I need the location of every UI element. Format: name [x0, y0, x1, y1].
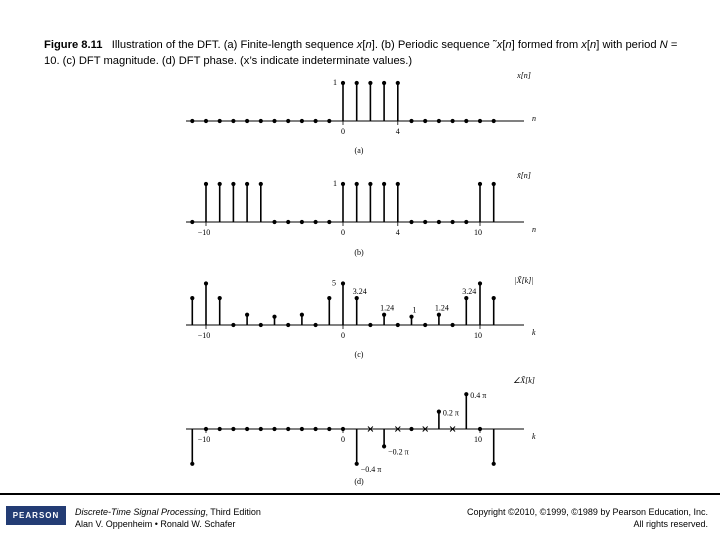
x-axis-variable: n — [532, 114, 536, 123]
zero-point — [259, 119, 263, 123]
y-axis-label: x[n] — [517, 71, 531, 80]
panel-label: (b) — [354, 248, 364, 257]
panel-label: (d) — [354, 477, 364, 486]
caption-text-8: = 10. (c) DFT magnitude. (d) DFT phase. (x’s indicate indeterminate values.) — [44, 39, 678, 67]
y-axis-label: ∠X̃[k] — [513, 376, 535, 385]
caption-n2: n — [505, 39, 512, 51]
zero-point — [259, 323, 263, 327]
y-axis-label: |X̃[k]| — [514, 276, 534, 285]
x-tick-label: 4 — [395, 228, 400, 237]
zero-point — [231, 119, 235, 123]
x-tick-label: 0 — [341, 228, 345, 237]
amplitude-label: 1 — [333, 179, 337, 188]
zero-point — [396, 323, 400, 327]
zero-point — [204, 119, 208, 123]
caption-text-2: [ — [362, 39, 366, 51]
value-label: 5 — [332, 278, 336, 288]
copyright-line-2: All rights reserved. — [633, 519, 708, 529]
caption-x1: x — [356, 39, 363, 51]
stem-point — [259, 182, 263, 186]
stem-point — [492, 296, 496, 300]
stem-point — [218, 296, 222, 300]
amplitude-label: 1 — [333, 78, 337, 87]
caption-n3: n — [590, 39, 597, 51]
value-label: 1.24 — [434, 303, 449, 313]
x-tick-label: 0 — [341, 127, 345, 136]
zero-point — [286, 220, 290, 224]
zero-point — [272, 220, 276, 224]
zero-point — [218, 119, 222, 123]
value-label: −0.2 π — [388, 447, 409, 457]
zero-point — [423, 323, 427, 327]
zero-point — [464, 220, 468, 224]
x-tick-label: 10 — [474, 228, 482, 237]
zero-point — [272, 427, 276, 431]
zero-point — [286, 119, 290, 123]
stem-point — [437, 313, 441, 317]
x-axis-variable: k — [532, 328, 536, 337]
zero-point — [478, 119, 482, 123]
zero-point — [451, 220, 455, 224]
stem-point — [355, 462, 359, 466]
stem-point — [272, 315, 276, 319]
stem-point — [204, 182, 208, 186]
value-label: 3.24 — [462, 287, 477, 297]
stem-point — [218, 182, 222, 186]
stem-point — [355, 81, 359, 85]
zero-point — [190, 220, 194, 224]
zero-point — [314, 427, 318, 431]
zero-point — [286, 323, 290, 327]
x-tick-label: 0 — [341, 435, 345, 444]
stem-point — [464, 392, 468, 396]
value-label: 3.24 — [352, 287, 367, 297]
stem-point — [382, 444, 386, 448]
stem-point — [492, 462, 496, 466]
stem-point — [478, 281, 482, 285]
stem-point — [409, 315, 413, 319]
value-label: 0.2 π — [442, 408, 459, 418]
stem-point — [437, 410, 441, 414]
figure-label: Figure 8.11 — [44, 39, 103, 51]
caption-text-4: [ — [502, 39, 506, 51]
stem-point — [396, 81, 400, 85]
zero-point — [327, 427, 331, 431]
zero-point — [437, 119, 441, 123]
stem-point — [382, 182, 386, 186]
stem-point — [478, 182, 482, 186]
book-authors: Alan V. Oppenheim • Ronald W. Schafer — [75, 519, 236, 529]
zero-point — [409, 220, 413, 224]
zero-point — [409, 427, 413, 431]
zero-point — [423, 220, 427, 224]
zero-point — [437, 220, 441, 224]
y-axis-label: x̃[n] — [517, 171, 531, 180]
stem-point — [492, 182, 496, 186]
caption-text-7: ] with period — [596, 39, 660, 51]
copyright-line-1: Copyright ©2010, ©1999, ©1989 by Pearson Education, Inc. — [466, 507, 708, 517]
zero-point — [423, 119, 427, 123]
x-axis-variable: k — [532, 432, 536, 441]
zero-point — [300, 220, 304, 224]
stem-point — [190, 296, 194, 300]
zero-point — [286, 427, 290, 431]
zero-point — [327, 220, 331, 224]
caption-n1: n — [365, 39, 372, 51]
stem-point — [464, 296, 468, 300]
x-tick-label: 10 — [474, 435, 482, 444]
value-label: 0.4 π — [470, 391, 487, 401]
stem-point — [190, 462, 194, 466]
x-tick-label: 4 — [395, 127, 400, 136]
x-tick-label: −10 — [197, 331, 211, 340]
zero-point — [451, 119, 455, 123]
book-info — [75, 506, 261, 530]
caption-N: N — [659, 39, 668, 51]
x-tick-label: −10 — [197, 435, 211, 444]
stem-point — [382, 81, 386, 85]
book-title: Discrete-Time Signal Processing — [75, 507, 206, 517]
x-tick-label: −10 — [197, 228, 211, 237]
stem-point — [341, 81, 345, 85]
caption-x3: x — [581, 39, 587, 51]
book-edition: , Third Edition — [205, 507, 261, 517]
caption-x2: x — [496, 39, 503, 51]
caption-text-1: Illustration of the DFT. (a) Finite-length sequence — [111, 39, 357, 51]
zero-point — [492, 119, 496, 123]
x-tick-label: 10 — [474, 331, 482, 340]
x-tick-label: 0 — [341, 331, 345, 340]
stem-point — [245, 313, 249, 317]
panel-label: (a) — [354, 146, 364, 155]
zero-point — [231, 323, 235, 327]
stem-point — [327, 296, 331, 300]
stem-point — [382, 313, 386, 317]
zero-point — [314, 323, 318, 327]
stem-point — [231, 182, 235, 186]
value-label: 1.24 — [380, 303, 395, 313]
stem-point — [355, 296, 359, 300]
zero-point — [451, 323, 455, 327]
zero-point — [300, 427, 304, 431]
stem-point — [245, 182, 249, 186]
stem-point — [396, 182, 400, 186]
zero-point — [218, 427, 222, 431]
zero-point — [300, 119, 304, 123]
stem-point — [341, 182, 345, 186]
stem-point — [368, 182, 372, 186]
caption-text-5: ] formed from — [511, 39, 582, 51]
zero-point — [245, 427, 249, 431]
value-label: −0.4 π — [360, 464, 382, 474]
zero-point — [327, 119, 331, 123]
zero-point — [314, 220, 318, 224]
value-label: 1 — [412, 305, 417, 315]
zero-point — [245, 119, 249, 123]
zero-point — [259, 427, 263, 431]
stem-point — [300, 313, 304, 317]
zero-point — [409, 119, 413, 123]
zero-point — [272, 119, 276, 123]
pearson-logo — [6, 506, 66, 525]
zero-point — [231, 427, 235, 431]
panel-label: (c) — [354, 350, 364, 359]
zero-point — [464, 119, 468, 123]
stem-point — [368, 81, 372, 85]
logo-text: PEARSON — [12, 511, 60, 520]
x-axis-variable: n — [532, 225, 536, 234]
stem-point — [355, 182, 359, 186]
copyright-info — [467, 506, 708, 530]
stem-point — [341, 281, 345, 285]
zero-point — [190, 119, 194, 123]
caption-text-3: ]. (b) Periodic sequence ˜ — [371, 39, 497, 51]
stem-point — [204, 281, 208, 285]
caption-text-6: [ — [586, 39, 590, 51]
footer-divider — [0, 493, 720, 495]
zero-point — [314, 119, 318, 123]
zero-point — [368, 323, 372, 327]
